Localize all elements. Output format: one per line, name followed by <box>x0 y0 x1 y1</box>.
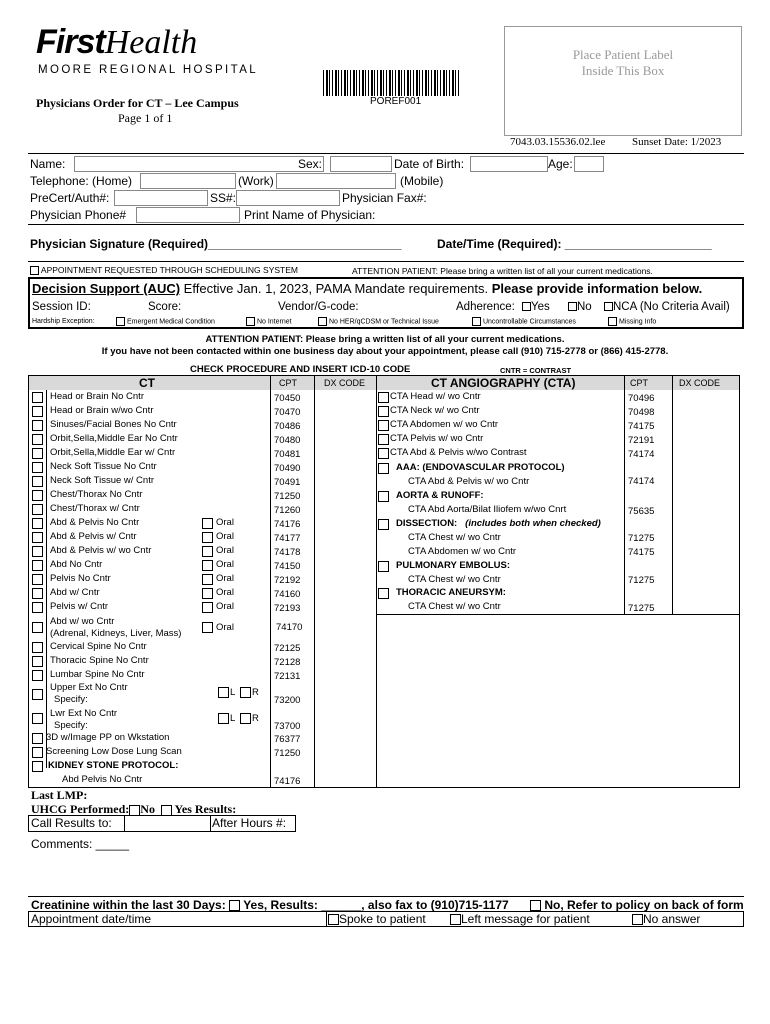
logo-subtitle: MOORE REGIONAL HOSPITAL <box>38 64 259 76</box>
ct-row <box>30 461 376 475</box>
mobile-label: (Mobile) <box>400 174 444 188</box>
ct-other-name: 3D w/Image PP on Wkstation <box>46 732 170 743</box>
ct-header <box>29 376 376 390</box>
ct-checkbox[interactable] <box>32 392 43 403</box>
ct-title: CT <box>139 376 155 390</box>
thoracic-title: THORACIC ANEURSYM: <box>396 587 506 598</box>
hardship-label: Hardship Exception: <box>32 318 95 325</box>
creatinine-no-checkbox[interactable] <box>530 900 541 911</box>
ct-name: Orbit,Sella,Middle Ear No Cntr <box>50 433 178 444</box>
ct-row <box>30 433 376 447</box>
aaa-item: CTA Abd & Pelvis w/ wo Cntr <box>408 476 530 487</box>
lower-ext-cpt: 73700 <box>274 721 301 732</box>
patient-label-line1: Place Patient Label <box>572 47 674 62</box>
ct-row <box>30 489 376 503</box>
print-name-label: Print Name of Physician: <box>244 208 376 222</box>
adherence-nca-label: NCA (No Criteria Avail) <box>613 301 730 313</box>
cta-cpt: 70498 <box>628 407 655 418</box>
patient-label-line2: Inside This Box <box>581 63 665 78</box>
ct-name: Neck Soft Tissue No Cntr <box>50 461 157 472</box>
uhcg-results-label: Results: <box>194 802 237 816</box>
ct-oral-label: Oral <box>216 559 234 570</box>
cta-cpt-header: CPT <box>630 378 648 388</box>
upper-ext-left-label: L <box>230 687 236 698</box>
ct-spine-name: Thoracic Spine No Cntr <box>50 655 149 666</box>
ct-spine-cpt: 72128 <box>274 657 301 668</box>
ct-oral-label: Oral <box>216 531 234 542</box>
precert-field[interactable] <box>114 190 208 206</box>
ct-other-row <box>30 746 376 760</box>
spoke-checkbox[interactable] <box>328 914 339 925</box>
ct-oral-checkbox[interactable] <box>202 560 213 571</box>
uhcg-label: UHCG Performed: <box>31 802 130 816</box>
ct-oral-checkbox[interactable] <box>202 532 213 543</box>
ct-dx-field[interactable] <box>316 391 374 404</box>
ct-checkbox[interactable] <box>32 476 43 487</box>
ct-cpt: 71260 <box>274 505 301 516</box>
dob-label: Date of Birth: <box>394 157 465 171</box>
upper-ext-line2: Specify: <box>54 694 88 705</box>
ct-dx-field[interactable] <box>316 489 374 502</box>
upper-ext-checkbox[interactable] <box>32 689 43 700</box>
adherence-no-checkbox[interactable] <box>568 302 577 311</box>
ct-spine-name: Lumbar Spine No Cntr <box>50 669 145 680</box>
creatinine-yes-checkbox[interactable] <box>229 900 240 911</box>
hardship-emergent-label: Emergent Medical Condition <box>126 318 215 326</box>
ct-spine-dx-field[interactable] <box>316 641 374 654</box>
ct-cpt: 70450 <box>274 393 301 404</box>
cta-checkbox[interactable] <box>378 392 389 403</box>
ss-label: SS#: <box>210 191 237 205</box>
ct-row <box>30 475 376 489</box>
no-answer-label: No answer <box>643 912 701 926</box>
call-results-label: Call Results to: <box>31 816 112 830</box>
ct-spine-row <box>30 641 376 655</box>
ct-row <box>30 517 376 531</box>
ct-dx-field[interactable] <box>316 405 374 418</box>
dissection-note: (includes both when checked) <box>465 518 601 529</box>
ct-checkbox[interactable] <box>32 560 43 571</box>
cta-name: CTA Pelvis w/ wo Cntr <box>390 433 484 444</box>
patient-label-box <box>504 26 742 136</box>
ct-checkbox[interactable] <box>32 504 43 515</box>
ct-name: Abd & Pelvis w/ wo Cntr <box>50 545 152 556</box>
ct-spine-name: Cervical Spine No Cntr <box>50 641 147 652</box>
thoracic-cpt: 71275 <box>628 603 655 614</box>
ct-cpt: 70490 <box>274 463 301 474</box>
ct-checkbox[interactable] <box>32 532 43 543</box>
ct-abd-wo-oral-checkbox[interactable] <box>202 622 213 633</box>
telephone-home-field[interactable] <box>140 173 236 189</box>
ct-oral-checkbox[interactable] <box>202 602 213 613</box>
ct-abd-wo-cpt: 74170 <box>276 622 303 633</box>
dissection-cpt1: 71275 <box>628 533 655 544</box>
kidney-stone-cpt: 74176 <box>274 776 301 787</box>
hardship-internet-label: No Internet <box>256 318 292 326</box>
adherence-yes-label: Yes <box>531 301 550 313</box>
dissection-item1: CTA Chest w/ wo Cntr <box>408 532 501 543</box>
ct-dx-field[interactable] <box>316 601 374 614</box>
hardship-internet-checkbox[interactable] <box>246 317 255 326</box>
ct-cpt: 71250 <box>274 491 301 502</box>
ct-name: Abd & Pelvis w/ Cntr <box>50 531 137 542</box>
kidney-stone-title: KIDNEY STONE PROTOCOL: <box>48 760 179 771</box>
adherence-nca-checkbox[interactable] <box>604 302 613 311</box>
precert-label: PreCert/Auth#: <box>30 191 110 205</box>
hardship-emergent-checkbox[interactable] <box>116 317 125 326</box>
ct-name: Abd & Pelvis No Cntr <box>50 517 140 528</box>
vendor-label: Vendor/G-code: <box>278 301 359 313</box>
last-lmp-label: Last LMP: <box>31 788 88 802</box>
cta-name: CTA Abd & Pelvis w/wo Contrast <box>390 447 527 458</box>
cta-row <box>378 433 740 447</box>
ct-row <box>30 545 376 559</box>
ct-name: Abd No Cntr <box>50 559 103 570</box>
pulmonary-cpt: 71275 <box>628 575 655 586</box>
aorta-title: AORTA & RUNOFF: <box>396 490 484 501</box>
contact-notice: If you have not been contacted within one business day about your appointment, please call (910) 715-2778 or (866) 415-2778. <box>101 346 669 357</box>
ct-dx-field[interactable] <box>316 433 374 446</box>
cntr-legend: CNTR = CONTRAST <box>500 366 572 375</box>
check-procedure-label: CHECK PROCEDURE AND INSERT ICD-10 CODE <box>190 364 411 375</box>
ct-oral-label: Oral <box>216 517 234 528</box>
ct-checkbox[interactable] <box>32 462 43 473</box>
cta-row <box>378 405 740 419</box>
auc-title: Decision Support (AUC) <box>32 281 181 296</box>
pulmonary-item: CTA Chest w/ wo Cntr <box>408 574 501 585</box>
ct-checkbox[interactable] <box>32 448 43 459</box>
ct-name: Sinuses/Facial Bones No Cntr <box>50 419 177 430</box>
score-label: Score: <box>148 301 182 313</box>
cta-dx-field[interactable] <box>674 433 738 446</box>
ct-cpt: 74160 <box>274 589 301 600</box>
ct-row <box>30 587 376 601</box>
ct-name: Orbit,Sella,Middle Ear w/ Cntr <box>50 447 176 458</box>
ct-row <box>30 531 376 545</box>
ct-checkbox[interactable] <box>32 406 43 417</box>
ct-abd-wo-line2: (Adrenal, Kidneys, Liver, Mass) <box>50 628 182 639</box>
ct-cpt: 70470 <box>274 407 301 418</box>
ct-row <box>30 405 376 419</box>
sunset-date: Sunset Date: 1/2023 <box>632 136 722 148</box>
auc-provide: Please provide information below <box>491 281 699 296</box>
ct-cpt: 70491 <box>274 477 301 488</box>
ct-row <box>30 601 376 615</box>
name-field[interactable] <box>74 156 324 172</box>
upper-ext-left-checkbox[interactable] <box>218 687 229 698</box>
ct-other-name: Screening Low Dose Lung Scan <box>46 746 182 757</box>
ct-name: Chest/Thorax w/ Cntr <box>50 503 140 514</box>
ct-dx-field[interactable] <box>316 461 374 474</box>
ct-oral-label: Oral <box>216 545 234 556</box>
cta-row <box>378 447 740 461</box>
dissection-cpt2: 74175 <box>628 547 655 558</box>
upper-ext-right-label: R <box>252 687 259 698</box>
left-message-label: Left message for patient <box>461 912 590 926</box>
cta-row <box>378 419 740 433</box>
ct-oral-checkbox[interactable] <box>202 518 213 529</box>
ct-row <box>30 447 376 461</box>
hardship-missing-label: Missing Info <box>618 318 657 326</box>
ct-spine-checkbox[interactable] <box>32 670 43 681</box>
cta-checkbox[interactable] <box>378 434 389 445</box>
appt-scheduling-label: APPOINTMENT REQUESTED THROUGH SCHEDULING SYSTEM <box>40 265 298 275</box>
ct-dx-field[interactable] <box>316 573 374 586</box>
ct-checkbox[interactable] <box>32 434 43 445</box>
auc-box: Decision Support (AUC) Effective Jan. 1, 2023, PAMA Mandate requirements. Please provide information below. Session ID: Score: Vendor/G-code: Adherence: Yes No NCA (No Criteria Avail) Hardship Exception: Emergent Medical Condition No Internet No HER/qCDSM or Technical Issue Uncontrollable Circumstances Missing Info <box>28 277 744 329</box>
ct-spine-dx-field[interactable] <box>316 655 374 668</box>
ct-checkbox[interactable] <box>32 546 43 557</box>
pulmonary-title: PULMONARY EMBOLUS: <box>396 560 510 571</box>
ct-spine-cpt: 72125 <box>274 643 301 654</box>
ct-name: Pelvis No Cntr <box>50 573 111 584</box>
ct-cpt: 74176 <box>274 519 301 530</box>
cta-row <box>378 391 740 405</box>
lower-ext-line2: Specify: <box>54 720 88 731</box>
cta-name: CTA Neck w/ wo Cntr <box>390 405 480 416</box>
ct-spine-dx-field[interactable] <box>316 669 374 682</box>
aorta-cpt: 75635 <box>628 506 655 517</box>
spoke-label: Spoke to patient <box>339 912 426 926</box>
session-id-label: Session ID: <box>32 301 91 313</box>
logo-first: First <box>36 23 105 61</box>
hardship-her-label: No HER/qCDSM or Technical Issue <box>328 318 439 326</box>
ct-other-row <box>30 732 376 746</box>
dob-field[interactable] <box>470 156 548 172</box>
cta-dx-field[interactable] <box>674 405 738 418</box>
logo-health: Health <box>104 24 198 61</box>
dissection-checkbox[interactable] <box>378 519 389 530</box>
aorta-checkbox[interactable] <box>378 491 389 502</box>
lower-ext-line1: Lwr Ext No Cntr <box>50 708 118 719</box>
lower-ext-checkbox[interactable] <box>32 713 43 724</box>
ct-checkbox[interactable] <box>32 518 43 529</box>
upper-ext-cpt: 73200 <box>274 695 301 706</box>
ct-abd-wo-oral-label: Oral <box>216 622 234 633</box>
ct-spine-checkbox[interactable] <box>32 656 43 667</box>
appt-scheduling-checkbox[interactable] <box>30 266 39 275</box>
ct-abd-wo-line1: Abd w/ wo Cntr <box>50 616 115 627</box>
cta-cpt: 74174 <box>628 449 655 460</box>
aaa-checkbox[interactable] <box>378 463 389 474</box>
age-label: Age: <box>548 157 573 171</box>
signature-label: Physician Signature (Required)_____________________________ <box>30 237 402 251</box>
creatinine-no-label: No, Refer to policy on back of form <box>544 898 744 912</box>
ct-spine-cpt: 72131 <box>274 671 301 682</box>
attention-top: ATTENTION PATIENT: Please bring a written list of all your current medications. <box>352 266 653 276</box>
ct-name: Chest/Thorax No Cntr <box>50 489 143 500</box>
kidney-stone-item: Abd Pelvis No Cntr <box>62 774 143 785</box>
ct-dx-field[interactable] <box>316 419 374 432</box>
kidney-stone-checkbox[interactable] <box>32 761 43 772</box>
age-field[interactable] <box>574 156 604 172</box>
ct-checkbox[interactable] <box>32 588 43 599</box>
barcode <box>323 70 461 96</box>
aaa-cpt: 74174 <box>628 476 655 487</box>
adherence-yes-checkbox[interactable] <box>522 302 531 311</box>
cta-header <box>377 376 739 390</box>
ct-checkbox[interactable] <box>32 574 43 585</box>
ct-abd-wo-checkbox[interactable] <box>32 622 43 633</box>
cta-dx-field[interactable] <box>674 391 738 404</box>
ss-field[interactable] <box>236 190 340 206</box>
sex-field[interactable] <box>330 156 392 172</box>
ct-oral-checkbox[interactable] <box>202 574 213 585</box>
ct-other-cpt: 71250 <box>274 748 301 759</box>
ct-oral-checkbox[interactable] <box>202 588 213 599</box>
lower-ext-left-checkbox[interactable] <box>218 713 229 724</box>
appointment-datetime-label: Appointment date/time <box>31 912 152 926</box>
ct-cpt: 70480 <box>274 435 301 446</box>
ct-dx-field[interactable] <box>316 545 374 558</box>
ct-name: Neck Soft Tissue w/ Cntr <box>50 475 155 486</box>
ct-oral-label: Oral <box>216 573 234 584</box>
cta-name: CTA Abdomen w/ wo Cntr <box>390 419 499 430</box>
cta-cpt: 70496 <box>628 393 655 404</box>
cta-cpt: 72191 <box>628 435 655 446</box>
cta-cpt: 74175 <box>628 421 655 432</box>
aorta-item: CTA Abd Aorta/Bilat Iliofem w/wo Cnrt <box>408 504 567 515</box>
ct-name: Head or Brain No Cntr <box>50 391 144 402</box>
ct-name: Abd w/ Cntr <box>50 587 100 598</box>
ct-spine-checkbox[interactable] <box>32 642 43 653</box>
form-title: Physicians Order for CT – Lee Campus <box>36 96 239 110</box>
ct-dx-field[interactable] <box>316 517 374 530</box>
upper-ext-right-checkbox[interactable] <box>240 687 251 698</box>
lower-ext-right-label: R <box>252 713 259 724</box>
physician-phone-field[interactable] <box>136 207 240 223</box>
barcode-text: POREF001 <box>370 96 422 107</box>
ct-name: Head or Brain w/wo Cntr <box>50 405 154 416</box>
cta-checkbox[interactable] <box>378 406 389 417</box>
uhcg-no-label: No <box>140 802 155 816</box>
ct-oral-checkbox[interactable] <box>202 546 213 557</box>
ct-dx-field[interactable] <box>316 587 374 600</box>
creatinine-label: Creatinine within the last 30 Days: <box>31 898 226 912</box>
upper-ext-line1: Upper Ext No Cntr <box>50 682 128 693</box>
creatinine-yes-label: Yes, Results: ______, also fax to (910)715-1177 <box>243 898 509 912</box>
ct-checkbox[interactable] <box>32 602 43 613</box>
ct-dx-field[interactable] <box>316 475 374 488</box>
pulmonary-checkbox[interactable] <box>378 561 389 572</box>
cta-dx-header: DX CODE <box>679 378 721 388</box>
ct-row <box>30 573 376 587</box>
ct-cpt: 70486 <box>274 421 301 432</box>
thoracic-checkbox[interactable] <box>378 588 389 599</box>
ct-spine-row <box>30 669 376 683</box>
hardship-her-checkbox[interactable] <box>318 317 327 326</box>
ct-other-checkbox[interactable] <box>32 733 43 744</box>
ct-oral-label: Oral <box>216 587 234 598</box>
hardship-uncontrollable-checkbox[interactable] <box>472 317 481 326</box>
page-number: Page 1 of 1 <box>118 111 173 125</box>
ct-dx-field[interactable] <box>316 559 374 572</box>
no-answer-checkbox[interactable] <box>632 914 643 925</box>
ct-row <box>30 503 376 517</box>
ct-other-checkbox[interactable] <box>32 747 43 758</box>
ct-dx-field[interactable] <box>316 503 374 516</box>
ct-row <box>30 391 376 405</box>
cta-name: CTA Head w/ wo Cntr <box>390 391 481 402</box>
ct-oral-label: Oral <box>216 601 234 612</box>
hardship-uncontrollable-label: Uncontrollable Circumstances <box>482 318 576 326</box>
ct-name: Pelvis w/ Cntr <box>50 601 109 612</box>
ct-cpt: 70481 <box>274 449 301 460</box>
ct-cpt: 74150 <box>274 561 301 572</box>
cta-checkbox[interactable] <box>378 420 389 431</box>
uhcg-yes-label: Yes <box>174 802 192 816</box>
ct-cpt: 74177 <box>274 533 301 544</box>
comments-label: Comments: _____ <box>31 837 130 851</box>
ct-cpt: 72192 <box>274 575 301 586</box>
attention-patient: ATTENTION PATIENT: Please bring a written list of all your current medications. <box>205 334 565 345</box>
ct-cpt: 72193 <box>274 603 301 614</box>
ct-checkbox[interactable] <box>32 490 43 501</box>
lower-ext-left-label: L <box>230 713 236 724</box>
after-hours-label: After Hours #: <box>212 816 287 830</box>
ct-other-cpt: 76377 <box>274 734 301 745</box>
name-label: Name: <box>30 157 66 171</box>
adherence-no-label: No <box>577 301 592 313</box>
cta-checkbox[interactable] <box>378 448 389 459</box>
ct-other-dx-field[interactable] <box>316 732 374 745</box>
cta-dx-field[interactable] <box>674 447 738 460</box>
ct-other-dx-field[interactable] <box>316 746 374 759</box>
left-message-checkbox[interactable] <box>450 914 461 925</box>
sex-label: Sex: <box>298 157 323 171</box>
work-field[interactable] <box>276 173 396 189</box>
ct-dx-field[interactable] <box>316 447 374 460</box>
logo <box>36 23 259 84</box>
auc-effective: Effective Jan. 1, 2023, PAMA Mandate requirements. <box>180 281 492 296</box>
ct-dx-header: DX CODE <box>324 378 366 388</box>
datetime-label: Date/Time (Required): ______________________ <box>437 237 712 251</box>
thoracic-item: CTA Chest w/ wo Cntr <box>408 601 501 612</box>
dissection-title: DISSECTION: <box>396 518 458 529</box>
hardship-missing-checkbox[interactable] <box>608 317 617 326</box>
physician-phone-label: Physician Phone# <box>30 208 127 222</box>
lower-ext-right-checkbox[interactable] <box>240 713 251 724</box>
dissection-item2: CTA Abdomen w/ wo Cntr <box>408 546 517 557</box>
aaa-title: AAA: (ENDOVASCULAR PROTOCOL) <box>396 462 565 473</box>
physician-fax-label: Physician Fax#: <box>342 191 427 205</box>
telephone-home-label: Telephone: (Home) <box>30 174 133 188</box>
ct-spine-row <box>30 655 376 669</box>
ct-checkbox[interactable] <box>32 420 43 431</box>
adherence-label: Adherence: <box>456 301 515 313</box>
ct-row <box>30 559 376 573</box>
ct-cpt: 74178 <box>274 547 301 558</box>
doc-code: 7043.03.15536.02.lee <box>510 136 606 148</box>
ct-cpt-header: CPT <box>279 378 297 388</box>
ct-dx-field[interactable] <box>316 531 374 544</box>
cta-title: CT ANGIOGRAPHY (CTA) <box>431 376 576 390</box>
cta-dx-field[interactable] <box>674 419 738 432</box>
work-label: (Work) <box>238 174 274 188</box>
ct-row <box>30 419 376 433</box>
